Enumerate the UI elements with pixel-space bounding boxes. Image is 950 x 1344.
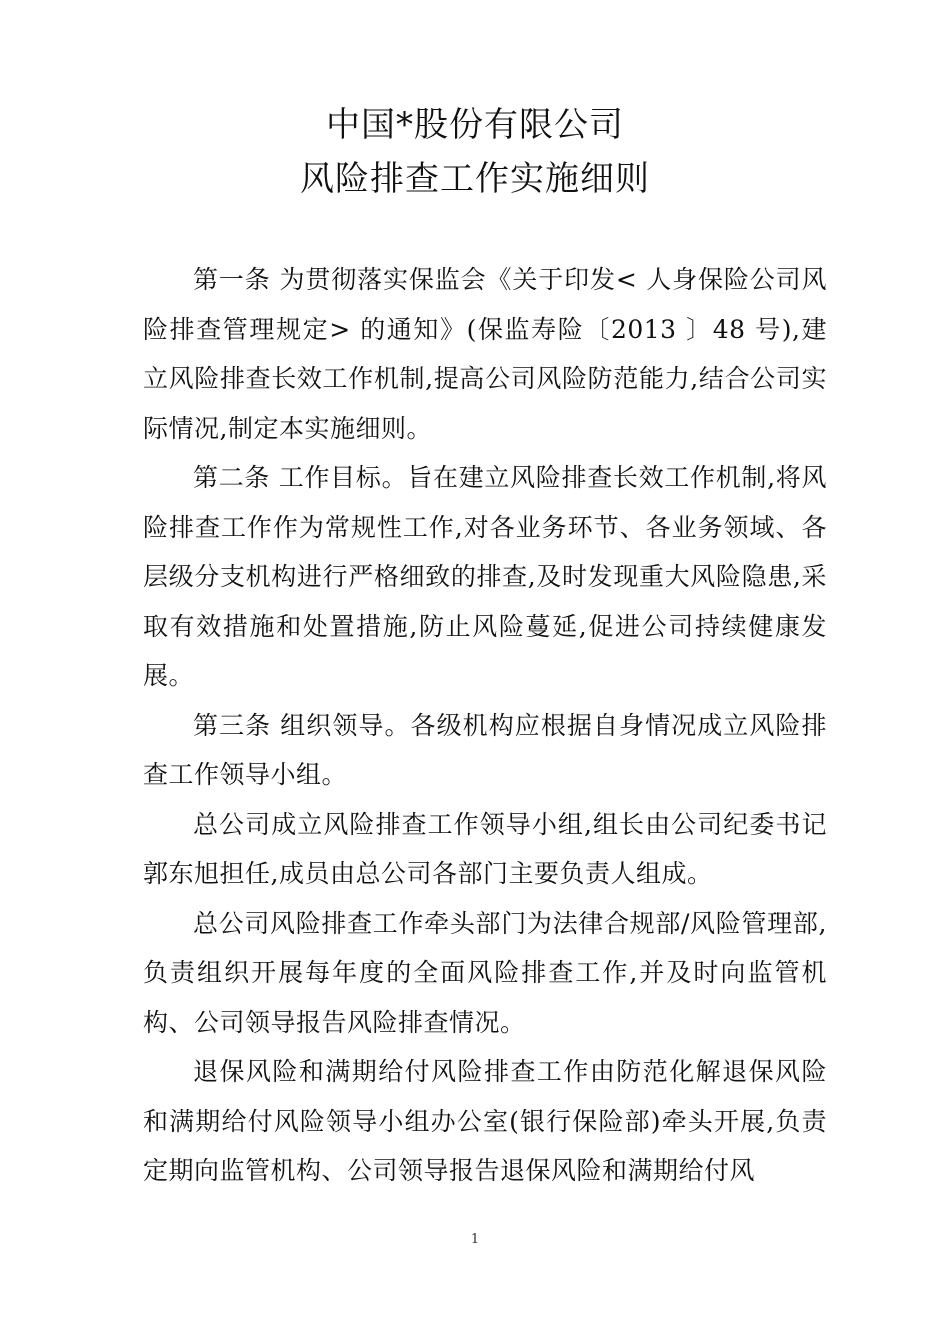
title-line-subject: 风险排查工作实施细则 [300, 159, 650, 199]
paragraph-lead-department: 总公司风险排查工作牵头部门为法律合规部/风险管理部,负责组织开展每年度的全面风险排查工作,并及时向监管机构、公司领导报告风险排查情况。 [143, 908, 827, 1037]
document-body [143, 255, 827, 1196]
title-line-company: 中国*股份有限公司 [326, 105, 624, 145]
paragraph-article-3: 第三条 组织领导。各级机构应根据自身情况成立风险排查工作领导小组。 [143, 710, 827, 789]
document-title [0, 98, 950, 206]
paragraph-article-2: 第二条 工作目标。旨在建立风险排查长效工作机制,将风险排查工作作为常规性工作,对各业务环节、各业务领域、各层级分支机构进行严格细致的排查,及时发现重大风险隐患,采取有效措施和处置措施,防止风险蔓延,促进公司持续健康发展。 [143, 463, 827, 690]
paragraph-surrender-risk: 退保风险和满期给付风险排查工作由防范化解退保风险和满期给付风险领导小组办公室(银行保险部)牵头开展,负责定期向监管机构、公司领导报告退保风险和满期给付风 [143, 1057, 827, 1185]
page-number: 1 [470, 1232, 480, 1247]
paragraph-article-1: 第一条 为贯彻落实保监会《关于印发< 人身保险公司风险排查管理规定> 的通知》(保监寿险〔2013 〕48 号),建立风险排查长效工作机制,提高公司风险防范能力,结合公司实际情况,制定本实施细则。 [143, 265, 827, 443]
paragraph-head-office-group: 总公司成立风险排查工作领导小组,组长由公司纪委书记郭东旭担任,成员由总公司各部门主要负责人组成。 [143, 809, 827, 888]
